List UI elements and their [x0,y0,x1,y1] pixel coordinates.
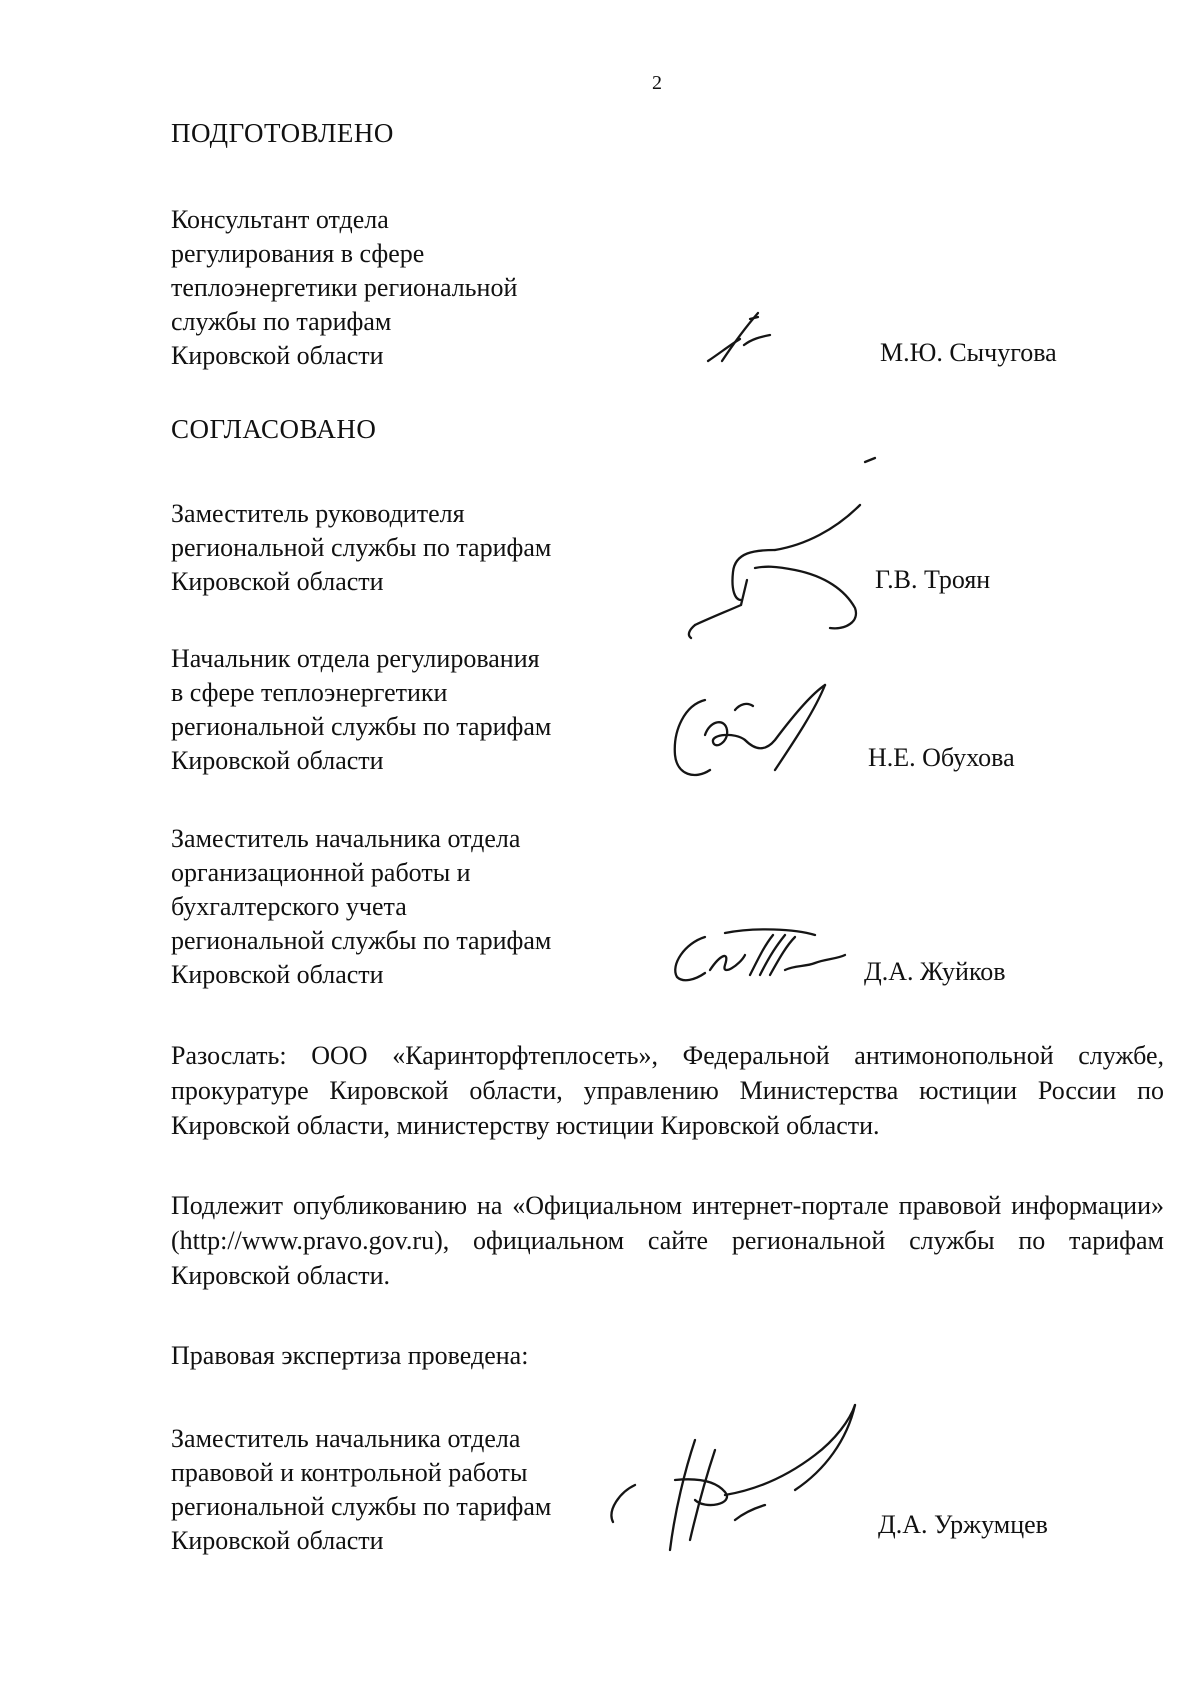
position-line: службы по тарифам [171,307,392,336]
position-line: Кировской области [171,1526,384,1555]
position-line: Консультант отдела [171,205,389,234]
position-line: бухгалтерского учета [171,892,407,921]
position-line: правовой и контрольной работы [171,1458,528,1487]
signature-sychugova [700,305,790,375]
publication-paragraph: Подлежит опубликованию на «Официальном интернет-портале правовой информации» (http://www.pravo.gov.ru), официальном сайте региональной службы по тарифам Кировской области. [171,1191,1164,1290]
position-line: регулирования в сфере [171,239,425,268]
position-line: региональной службы по тарифам [171,1492,552,1521]
position-line: Заместитель начальника отдела [171,824,521,853]
signatory-position [171,1422,551,1558]
signatory-name: Г.В. Троян [875,565,991,594]
signatory-name: Д.А. Жуйков [864,957,1006,986]
signatory-name: Д.А. Уржумцев [878,1510,1048,1539]
position-line: Заместитель начальника отдела [171,1424,521,1453]
agreed-heading: СОГЛАСОВАНО [171,414,377,444]
signature-troyan [665,450,880,650]
position-line: Заместитель руководителя [171,499,465,528]
signature-obukhova [665,680,845,790]
signatory-position [171,497,551,599]
position-line: Кировской области [171,341,384,370]
position-line: Кировской области [171,960,384,989]
page-number: 2 [652,72,662,94]
position-line: региональной службы по тарифам [171,926,552,955]
signature-zhuikov [665,925,865,990]
signatory-name: М.Ю. Сычугова [880,338,1057,367]
signatory-position [171,642,551,778]
position-line: теплоэнергетики региональной [171,273,518,302]
distribution-paragraph: Разослать: ООО «Каринторфтеплосеть», Федеральной антимонопольной службе, прокуратуре Кировской области, управлению Министерства юстиции России по Кировской области, министерству юстиции Кировской области. [171,1041,1164,1140]
legal-review-heading-text: Правовая экспертиза проведена: [171,1341,529,1370]
signature-urzhumtsev [585,1400,915,1560]
signatory-position [171,822,551,992]
position-line: Кировской области [171,746,384,775]
position-line: региональной службы по тарифам [171,533,552,562]
prepared-position [171,203,517,373]
signatory-name: Н.Е. Обухова [868,743,1015,772]
position-line: Начальник отдела регулирования [171,644,540,673]
position-line: организационной работы и [171,858,471,887]
position-line: региональной службы по тарифам [171,712,552,741]
prepared-heading: ПОДГОТОВЛЕНО [171,118,394,148]
legal-review-heading [171,1339,528,1373]
position-line: в сфере теплоэнергетики [171,678,448,707]
position-line: Кировской области [171,567,384,596]
